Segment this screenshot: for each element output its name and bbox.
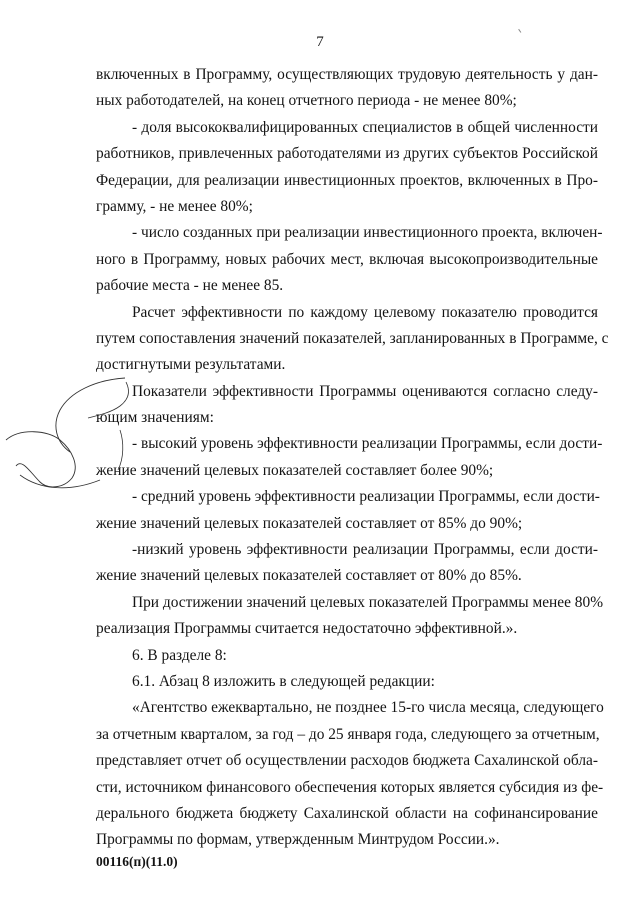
text-line: «Агентство ежеквартально, не позднее 15-го числа месяца, следующего [132, 699, 604, 717]
paragraph [96, 62, 598, 115]
text-line: представляет отчет об осуществлении расходов бюджета Сахалинской обла- [96, 752, 598, 770]
paragraph [96, 431, 603, 484]
text-line: ющим значениям: [96, 409, 214, 427]
text-line: -низкий уровень эффективности реализации Программы, если дости- [132, 541, 598, 559]
text-line: достигнутыми результатами. [96, 356, 286, 374]
text-line: путем сопоставления значений показателей, запланированных в Программе, с [96, 329, 609, 347]
text-line: При достижении значений целевых показателей Программы менее 80% [132, 593, 604, 611]
paragraph [96, 695, 604, 853]
paragraph [96, 537, 598, 590]
text-line: Федерации, для реализации инвестиционных проектов, включенных в Про- [96, 171, 598, 189]
text-line: дерального бюджета бюджету Сахалинской области на софинансирование [96, 804, 598, 822]
text-line: Программы по формам, утвержденным Минтрудом России.». [96, 831, 500, 849]
text-line: - высокий уровень эффективности реализации Программы, если дости- [132, 435, 603, 453]
text-line: 6. В разделе 8: [132, 646, 227, 664]
document-code: 00116(п)(11.0) [96, 854, 178, 869]
text-line: - доля высококвалифицированных специалистов в общей численности [132, 118, 598, 136]
text-line: Расчет эффективности по каждому целевому показателю проводится [132, 303, 598, 321]
text-line: реализация Программы считается недостаточно эффективной.». [96, 620, 518, 638]
paragraph [96, 669, 598, 695]
text-line: 6.1. Абзац 8 изложить в следующей редакции: [132, 672, 435, 690]
text-line: ного в Программу, новых рабочих мест, включая высокопроизводительные [96, 250, 598, 268]
paragraph [96, 590, 604, 643]
paragraph [96, 484, 598, 537]
page-number: 7 [316, 34, 324, 50]
text-line: сти, источником финансового обеспечения которых является субсидия из фе- [96, 778, 604, 796]
text-line: жение значений целевых показателей составляет более 90%; [96, 461, 494, 479]
document-body [96, 62, 609, 854]
paragraph [96, 643, 598, 669]
text-line: включенных в Программу, осуществляющих трудовую деятельность у дан- [96, 66, 598, 83]
paragraph [96, 300, 609, 379]
text-line: работников, привлеченных работодателями из других субъектов Российской [96, 145, 598, 163]
text-line: грамму, - не менее 80%; [96, 197, 253, 215]
text-line: рабочие места - не менее 85. [96, 277, 284, 295]
text-line: за отчетным кварталом, за год – до 25 января года, следующего за отчетным, [96, 725, 600, 743]
text-line: - число созданных при реализации инвестиционного проекта, включен- [132, 224, 603, 242]
text-line: Показатели эффективности Программы оцениваются согласно следу- [132, 382, 598, 400]
text-line: жение значений целевых показателей составляет от 80% до 85%. [96, 567, 522, 585]
paragraph [96, 115, 598, 221]
text-line: жение значений целевых показателей составляет от 85% до 90%; [96, 514, 523, 532]
paragraph [96, 379, 598, 432]
paragraph [96, 220, 603, 299]
text-line: - средний уровень эффективности реализации Программы, если дости- [132, 488, 600, 506]
text-line: ных работодателей, на конец отчетного периода - не менее 80%; [96, 92, 517, 110]
